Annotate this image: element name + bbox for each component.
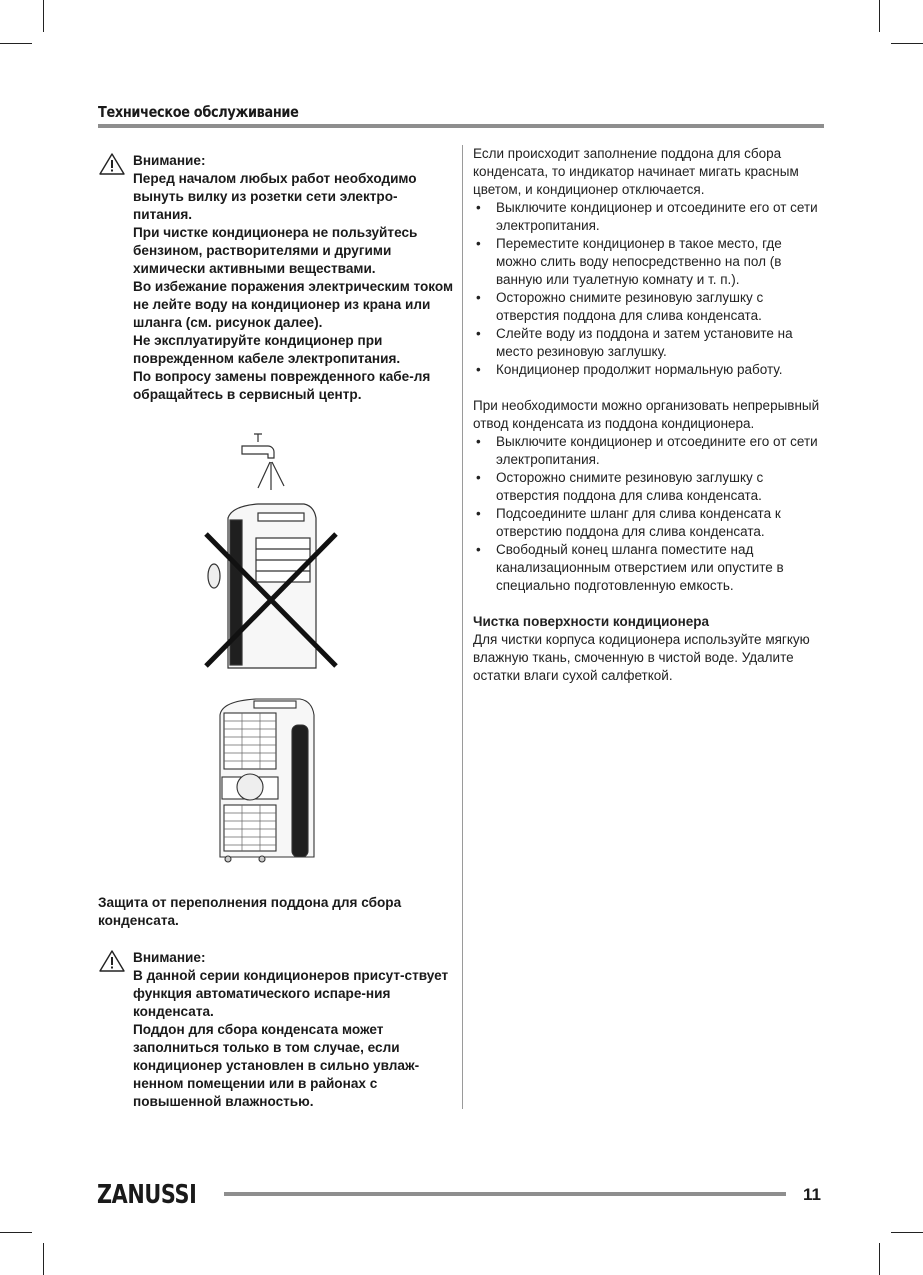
warning-triangle-icon [98, 949, 126, 973]
crop-mark [0, 1232, 32, 1233]
intro-paragraph: При необходимости можно организовать непрерывный отвод конденсата из поддона кондиционера. [473, 398, 820, 431]
title-rule [98, 124, 824, 128]
overflow-protection-heading: Защита от переполнения поддона для сбора конденсата. [98, 895, 402, 928]
crop-mark [879, 1243, 880, 1275]
warning-block-1 [98, 152, 454, 404]
list-item: • Переместите кондиционер в такое место, где можно слить воду непосредственно на пол (в ванную или туалетную комнату и т. п.). [473, 235, 825, 289]
list-item: • Слейте воду из поддона и затем установите на место резиновую заглушку. [473, 325, 825, 361]
right-column [473, 145, 825, 685]
crop-mark [879, 0, 880, 32]
list-item: • Кондиционер продолжит нормальную работу. [473, 361, 825, 379]
brand-logo: ZANUSSI [97, 1180, 197, 1210]
tap-icon [242, 434, 284, 490]
ac-unit-drawing [208, 504, 316, 668]
air-conditioner-illustration [214, 695, 316, 865]
section-title: Техническое обслуживание [98, 103, 299, 121]
warning-block-2 [98, 949, 454, 1111]
intro-paragraph: Если происходит заполнение поддона для сбора конденсата, то индикатор начинает мигать красным цветом, и кондиционер отключается. [473, 146, 799, 197]
list-item: • Осторожно снимите резиновую заглушку с отверстия поддона для слива конденсата. [473, 289, 825, 325]
crop-mark [891, 1232, 923, 1233]
warning-paragraph: При чистке кондиционера не пользуйтесь бензином, растворителями и другими химически активными веществами. [133, 225, 418, 276]
warning-paragraph: По вопросу замены поврежденного кабе-ля обращайтесь в сервисный центр. [133, 369, 431, 402]
crop-mark [0, 43, 32, 44]
cleaning-heading: Чистка поверхности кондиционера [473, 614, 710, 629]
list-item: • Осторожно снимите резиновую заглушку с отверстия поддона для слива конденсата. [473, 469, 825, 505]
footer-rule [224, 1192, 786, 1196]
warning-paragraph: В данной серии кондиционеров присут-ствует функция автоматического испаре-ния конденсата. [133, 968, 449, 1019]
drain-steps-list [473, 199, 825, 379]
list-item: • Свободный конец шланга поместите над канализационным отверстием или опустите в специально подготовленную емкость. [473, 541, 825, 595]
no-water-illustration [198, 428, 346, 678]
continuous-drain-list [473, 433, 825, 595]
list-item: • Подсоедините шланг для слива конденсата к отверстию поддона для слива конденсата. [473, 505, 825, 541]
page-number: 11 [803, 1185, 821, 1204]
column-divider [462, 145, 463, 1109]
warning-paragraph: Не эксплуатируйте кондиционер при поврежденном кабеле электропитания. [133, 333, 401, 366]
warning-paragraph: Перед началом любых работ необходимо вынуть вилку из розетки сети электро-питания. [133, 171, 417, 222]
crop-mark [43, 1243, 44, 1275]
warning-label: Внимание: [133, 153, 206, 168]
warning-triangle-icon [98, 152, 126, 176]
warning-label: Внимание: [133, 950, 206, 965]
warning-paragraph: Во избежание поражения электрическим током не лейте воду на кондиционер из крана или шланга (см. рисунок далее). [133, 279, 454, 330]
crop-mark [891, 43, 923, 44]
list-item: • Выключите кондиционер и отсоедините его от сети электропитания. [473, 433, 825, 469]
list-item: • Выключите кондиционер и отсоедините его от сети электропитания. [473, 199, 825, 235]
warning-paragraph: Поддон для сбора конденсата может заполниться только в том случае, если кондиционер установлен в сильно увлаж-ненном помещении или в районах с повышенной влажностью. [133, 1022, 420, 1109]
crop-mark [43, 0, 44, 32]
cleaning-text: Для чистки корпуса кодиционера используйте мягкую влажную ткань, смоченную в чистой воде. Удалите остатки влаги сухой салфеткой. [473, 632, 810, 683]
